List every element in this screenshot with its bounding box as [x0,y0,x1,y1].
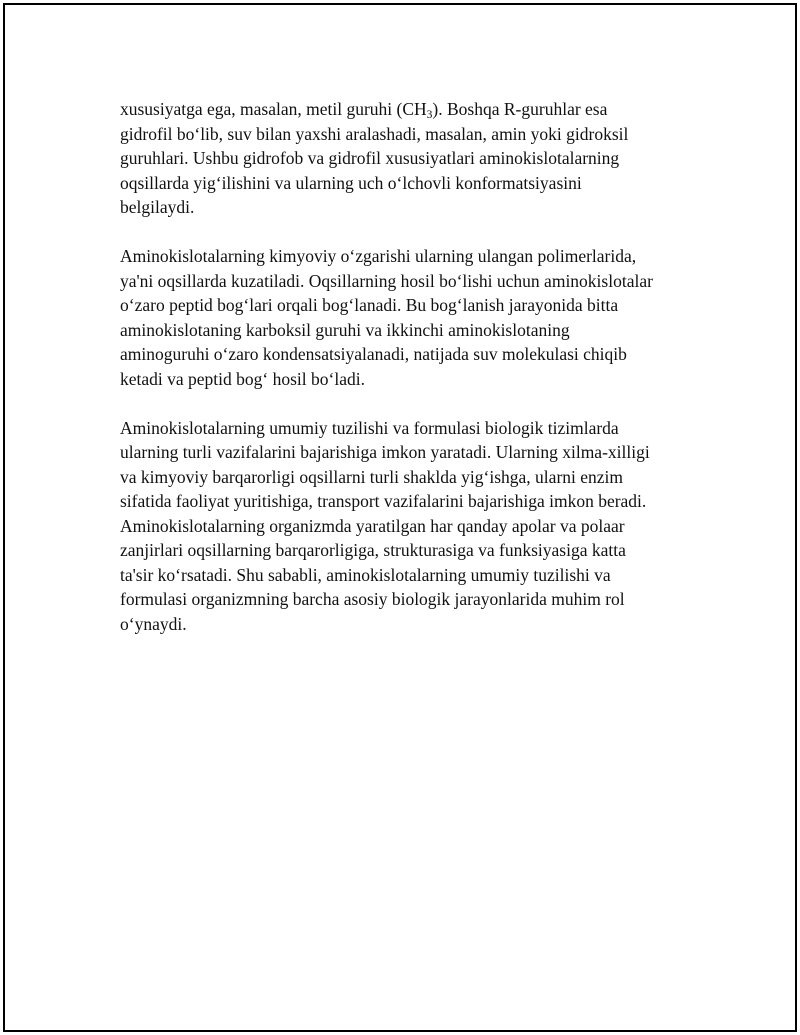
text-line: aminokislotaning karboksil guruhi va ikkinchi aminokislotaning [120,319,570,340]
text-run: xususiyatga ega, masalan, metil guruhi (CH [120,99,427,119]
document-body [120,97,680,661]
text-line: Aminokislotalarning organizmda yaratilgan har qanday apolar va polaar [120,515,625,536]
document-page [3,3,797,1032]
text-line: guruhlari. Ushbu gidrofob va gidrofil xususiyatlari aminokislotalarning [120,148,620,168]
text-line: oqsillarda yig‘ilishini va ularning uch o‘lchovli konformatsiyasini [120,172,582,193]
paragraph-1 [120,97,680,220]
paragraph-3 [120,416,680,637]
text-line: sifatida faoliyat yuritishiga, transport vazifalarini bajarishiga imkon beradi. [120,491,647,511]
text-line: belgilaydi. [120,197,195,217]
text-line: o‘ynaydi. [120,613,187,634]
text-line: ta'sir ko‘rsatadi. Shu sababli, aminokislotalarning umumiy tuzilishi va [120,564,611,585]
subscript-3: 3 [426,109,433,121]
paragraph-2 [120,244,680,391]
text-line: Aminokislotalarning umumiy tuzilishi va formulasi biologik tizimlarda [120,417,619,438]
text-line: o‘zaro peptid bog‘lari orqali bog‘lanadi. Bu bog‘lanish jarayonida bitta [120,295,619,315]
text-line: formulasi organizmning barcha asosiy biologik jarayonlarida muhim rol [120,589,625,609]
text-line: ya'ni oqsillarda kuzatiladi. Oqsillarning hosil bo‘lishi uchun aminokislotalar [120,270,653,291]
text-line: zanjirlari oqsillarning barqarorligiga, strukturasiga va funksiyasiga katta [120,540,626,560]
text-line: ketadi va peptid bog‘ hosil bo‘ladi. [120,368,365,389]
text-line: ularning turli vazifalarini bajarishiga imkon yaratadi. Ularning xilma-xilligi [120,442,650,462]
text-line [120,97,680,122]
text-line: aminoguruhi o‘zaro kondensatsiyalanadi, natijada suv molekulasi chiqib [120,344,627,364]
text-run: ). Boshqa R-guruhlar esa [432,99,608,119]
text-line: Aminokislotalarning kimyoviy o‘zgarishi ularning ulangan polimerlarida, [120,246,637,266]
text-line: gidrofil bo‘lib, suv bilan yaxshi aralashadi, masalan, amin yoki gidroksil [120,123,629,144]
text-line: va kimyoviy barqarorligi oqsillarni turli shaklda yig‘ishga, ularni enzim [120,466,624,487]
